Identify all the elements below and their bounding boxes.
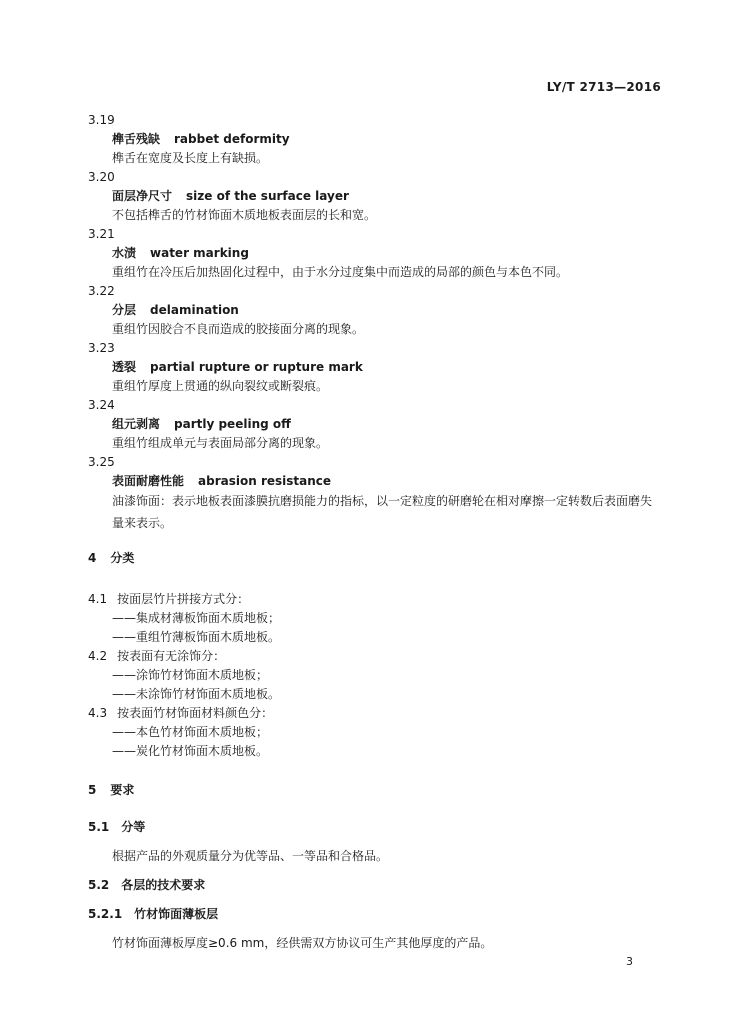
list-item: ——涂饰竹材饰面木质地板；: [112, 668, 269, 682]
subsection-heading: [88, 819, 145, 835]
paragraph: 根据产品的外观质量分为优等品、一等品和合格品。: [112, 849, 389, 863]
list-item: ——未涂饰竹材饰面木质地板。: [112, 687, 281, 701]
subsection-heading: [88, 877, 205, 893]
term-zh: 水渍: [112, 246, 137, 260]
term-en: water marking: [150, 246, 249, 260]
section-heading: [88, 782, 134, 798]
term-zh: 组元剥离: [112, 417, 161, 431]
term-title: [112, 359, 363, 375]
clause-number: 4.1: [88, 592, 108, 606]
list-item: ——集成材薄板饰面木质地板；: [112, 611, 281, 625]
term-number: 3.21: [88, 227, 115, 241]
term-title: [112, 131, 290, 147]
term-number: 3.25: [88, 455, 115, 469]
term-definition: 重组竹在冷压后加热固化过程中，由于水分过度集中而造成的局部的颜色与本色不同。: [112, 265, 569, 279]
term-number: 3.22: [88, 284, 115, 298]
section-number: 4: [88, 551, 97, 565]
clause-text: 按表面有无涂饰分：: [117, 649, 226, 663]
clause-text: 按面层竹片拼接方式分：: [117, 592, 250, 606]
term-zh: 透裂: [112, 360, 137, 374]
clause-text: 按表面竹材饰面材料颜色分：: [117, 706, 274, 720]
term-zh: 面层净尺寸: [112, 189, 173, 203]
clause-number: 4.2: [88, 649, 108, 663]
subsection-number: 5.1: [88, 820, 110, 834]
term-en: abrasion resistance: [198, 474, 332, 488]
subsection-title: 分等: [121, 820, 146, 834]
term-en: partial rupture or rupture mark: [150, 360, 363, 374]
clause: [88, 591, 249, 607]
term-en: partly peeling off: [174, 417, 291, 431]
term-title: [112, 302, 239, 318]
term-zh: 榫舌残缺: [112, 132, 161, 146]
list-item: ——重组竹薄板饰面木质地板。: [112, 630, 281, 644]
term-title: [112, 188, 349, 204]
clause: [88, 648, 225, 664]
term-en: size of the surface layer: [186, 189, 349, 203]
list-item: ——炭化竹材饰面木质地板。: [112, 744, 269, 758]
section-title: 要求: [110, 783, 135, 797]
term-definition: 榫舌在宽度及长度上有缺损。: [112, 151, 269, 165]
term-number: 3.24: [88, 398, 115, 412]
term-en: delamination: [150, 303, 239, 317]
standard-code: LY/T 2713—2016: [546, 80, 661, 94]
term-number: 3.23: [88, 341, 115, 355]
section-heading: [88, 550, 134, 566]
subsection-number: 5.2.1: [88, 907, 123, 921]
term-definition: 重组竹因胶合不良而造成的胶接面分离的现象。: [112, 322, 365, 336]
section-number: 5: [88, 783, 97, 797]
subsection-number: 5.2: [88, 878, 110, 892]
subsection-title: 竹材饰面薄板层: [134, 907, 219, 921]
term-title: [112, 473, 331, 489]
term-title: [112, 245, 249, 261]
page-number: 3: [626, 955, 633, 968]
term-zh: 分层: [112, 303, 137, 317]
term-definition: 油漆饰面：表示地板表面漆膜抗磨损能力的指标，以一定粒度的研磨轮在相对摩擦一定转数后表面磨失量来表示。: [112, 494, 653, 530]
term-definition: 重组竹组成单元与表面局部分离的现象。: [112, 436, 329, 450]
term-title: [112, 416, 291, 432]
term-en: rabbet deformity: [174, 132, 290, 146]
term-zh: 表面耐磨性能: [112, 474, 185, 488]
section-title: 分类: [110, 551, 135, 565]
paragraph: 竹材饰面薄板厚度≥0.6 mm，经供需双方协议可生产其他厚度的产品。: [112, 936, 493, 950]
clause: [88, 705, 273, 721]
subsection-heading: [88, 906, 218, 922]
term-number: 3.20: [88, 170, 115, 184]
term-number: 3.19: [88, 113, 115, 127]
term-definition: 重组竹厚度上贯通的纵向裂纹或断裂痕。: [112, 379, 329, 393]
term-definition: 不包括榫舌的竹材饰面木质地板表面层的长和宽。: [112, 208, 377, 222]
clause-number: 4.3: [88, 706, 108, 720]
subsection-title: 各层的技术要求: [121, 878, 206, 892]
list-item: ——本色竹材饰面木质地板；: [112, 725, 269, 739]
